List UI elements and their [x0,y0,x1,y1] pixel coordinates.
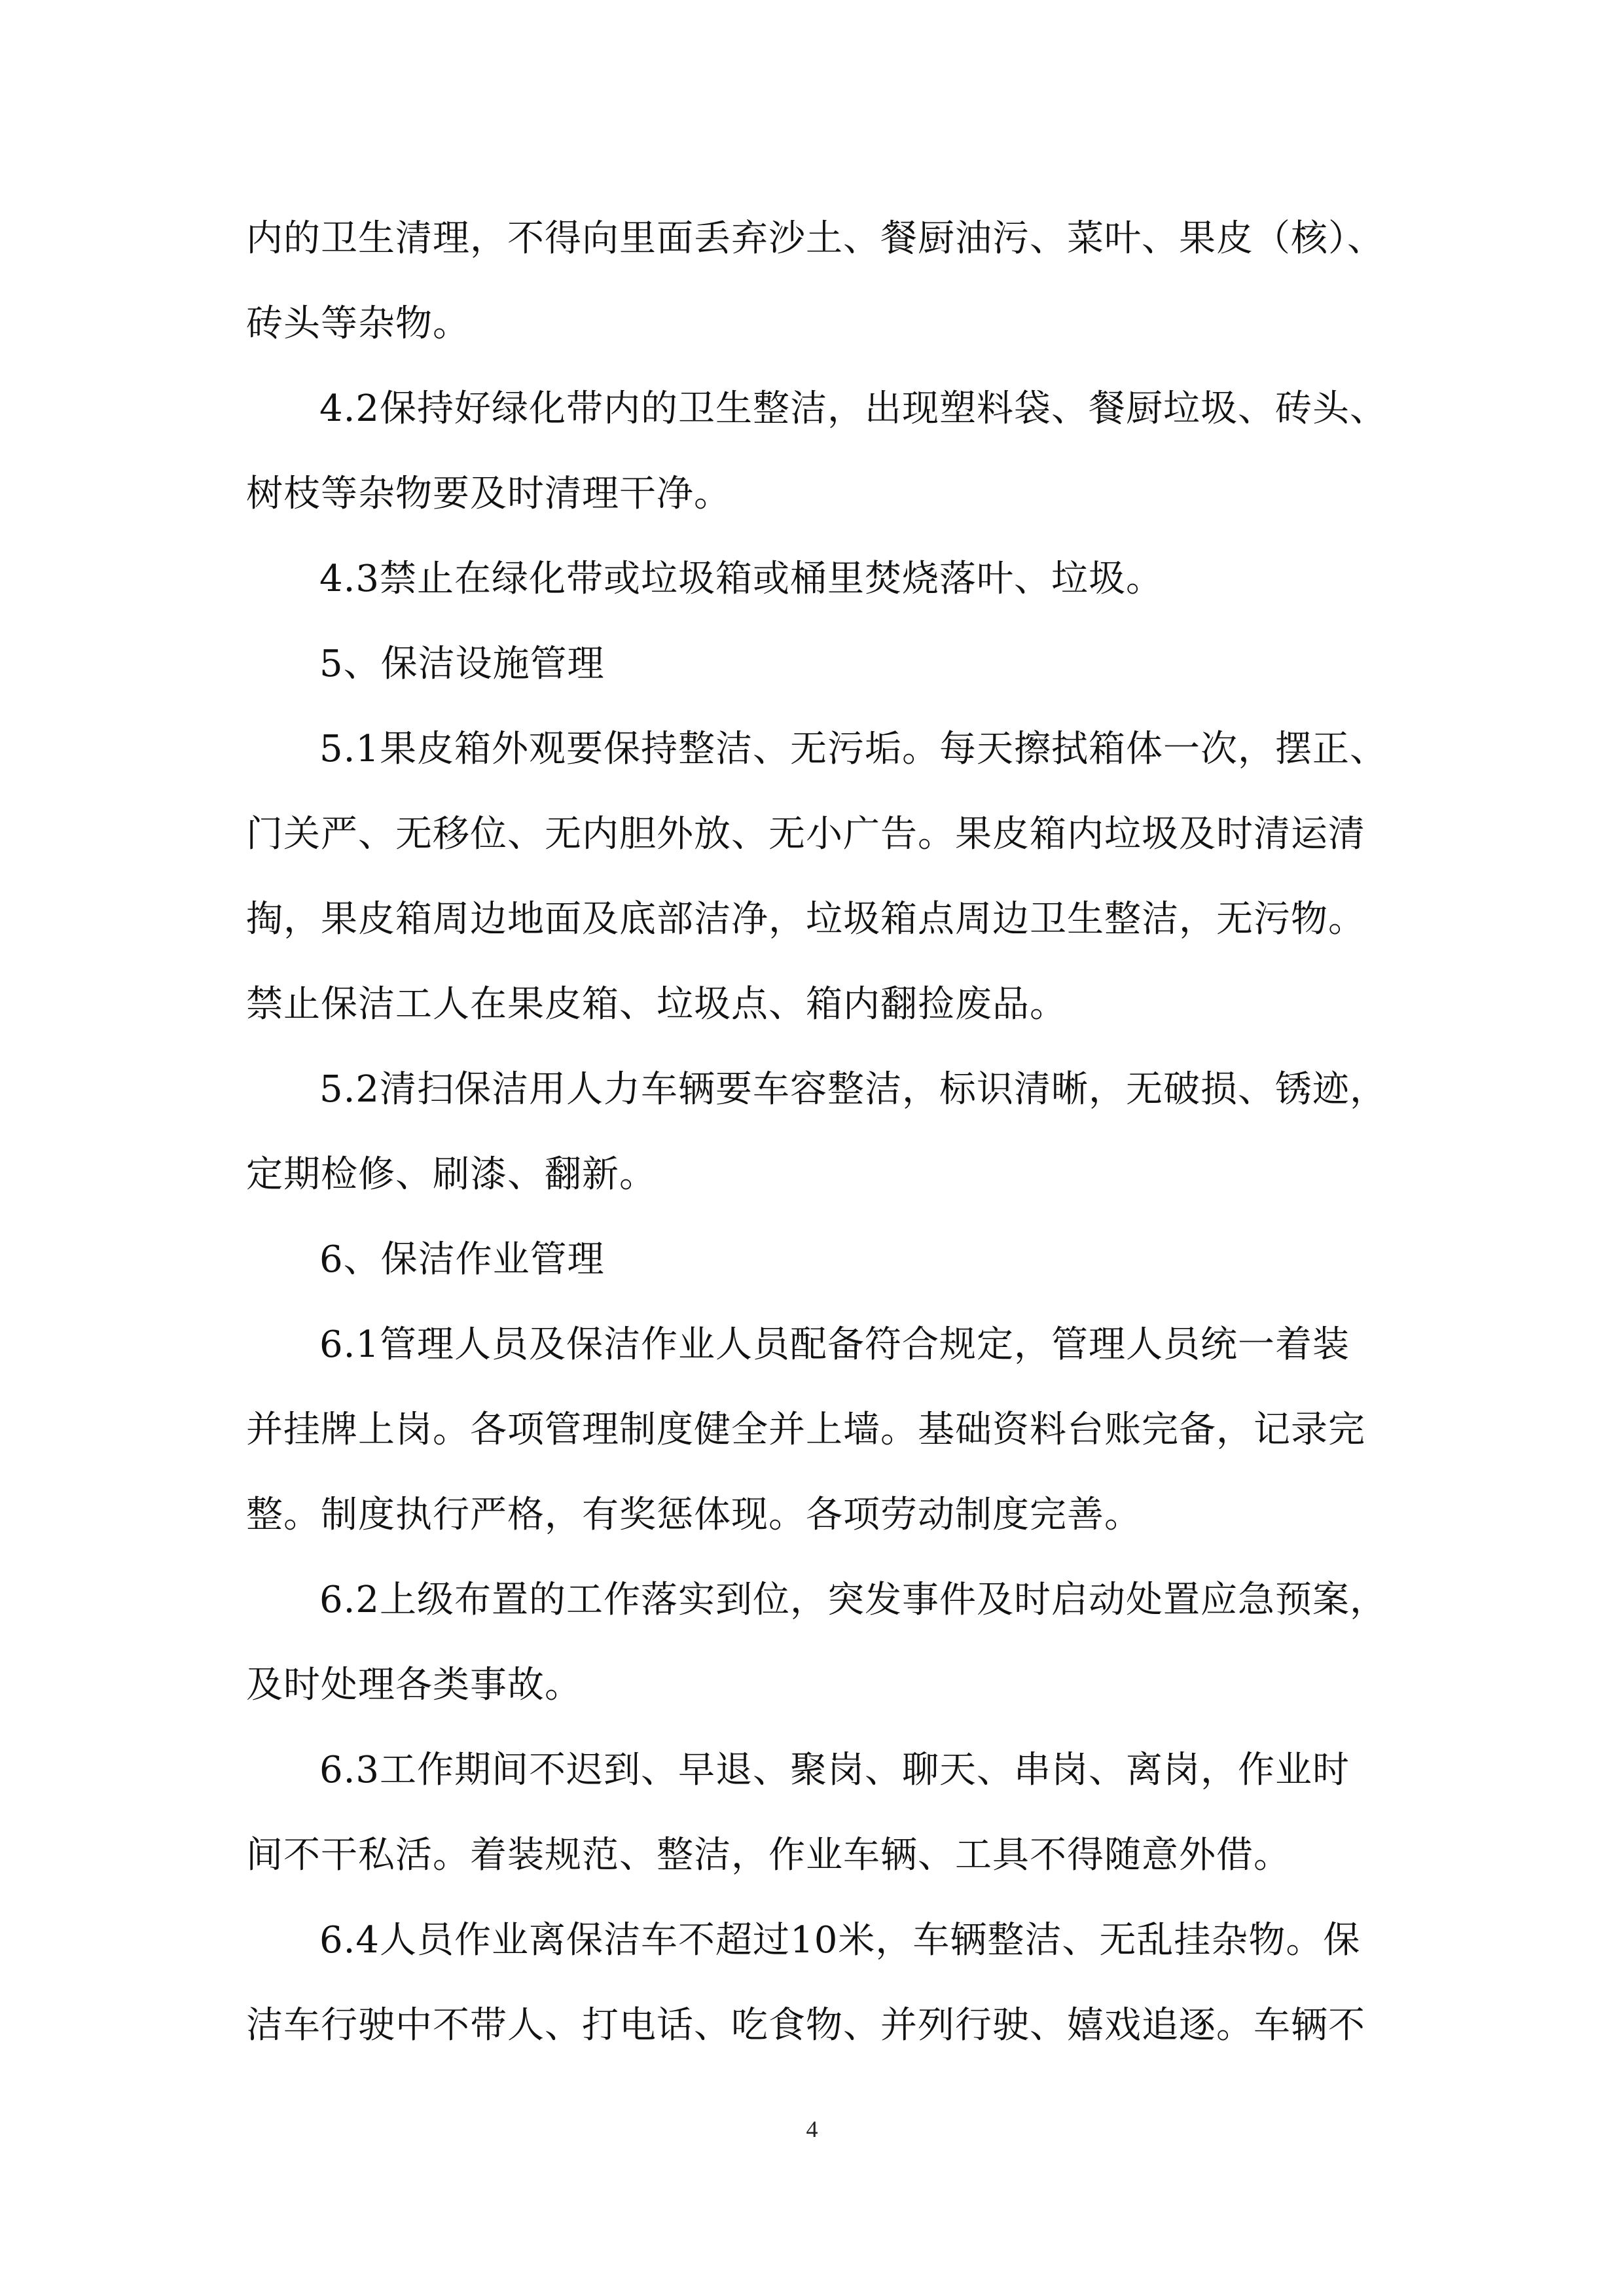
text-line: 禁止保洁工人在果皮箱、垃圾点、箱内翻捡废品。 [246,983,1067,1026]
text-line: 定期检修、刷漆、翻新。 [246,1153,657,1196]
section-heading: 6、保洁作业管理 [319,1238,605,1281]
text-line: 6.2上级布置的工作落实到位，突发事件及时启动处置应急预案， [319,1579,1388,1621]
text-line: 6.4人员作业离保洁车不超过10米，车辆整洁、无乱挂杂物。保 [319,1919,1361,1962]
text-line: 树枝等杂物要及时清理干净。 [246,473,731,515]
body-text [246,196,1388,2068]
text-line: 砖头等杂物。 [246,302,470,345]
text-line: 并挂牌上岗。各项管理制度健全并上墙。基础资料台账完备，记录完 [246,1408,1365,1451]
text-line: 整。制度执行严格，有奖惩体现。各项劳动制度完善。 [246,1494,1142,1536]
text-line: 内的卫生清理，不得向里面丢弃沙土、餐厨油污、菜叶、果皮（核）、 [246,217,1384,260]
text-line: 洁车行驶中不带人、打电话、吃食物、并列行驶、嬉戏追逐。车辆不 [246,2004,1365,2047]
text-line: 4.3禁止在绿化带或垃圾箱或桶里焚烧落叶、垃圾。 [319,558,1164,600]
text-line: 4.2保持好绿化带内的卫生整洁，出现塑料袋、餐厨垃圾、砖头、 [319,387,1388,430]
text-line: 门关严、无移位、无内胆外放、无小广告。果皮箱内垃圾及时清运清 [246,813,1365,855]
text-line: 6.1管理人员及保洁作业人员配备符合规定，管理人员统一着装 [319,1323,1350,1366]
text-line: 掏，果皮箱周边地面及底部洁净，垃圾箱点周边卫生整洁，无污物。 [246,898,1365,941]
page-number: 4 [806,2116,818,2142]
section-heading: 5、保洁设施管理 [319,643,605,685]
text-line: 5.1果皮箱外观要保持整洁、无污垢。每天擦拭箱体一次，摆正、 [319,728,1388,770]
text-line: 6.3工作期间不迟到、早退、聚岗、聊天、串岗、离岗，作业时 [319,1749,1350,1791]
text-line: 及时处理各类事故。 [246,1664,582,1706]
text-line: 5.2清扫保洁用人力车辆要车容整洁，标识清晰，无破损、锈迹， [319,1068,1388,1111]
text-line: 间不干私活。着装规范、整洁，作业车辆、工具不得随意外借。 [246,1834,1291,1876]
